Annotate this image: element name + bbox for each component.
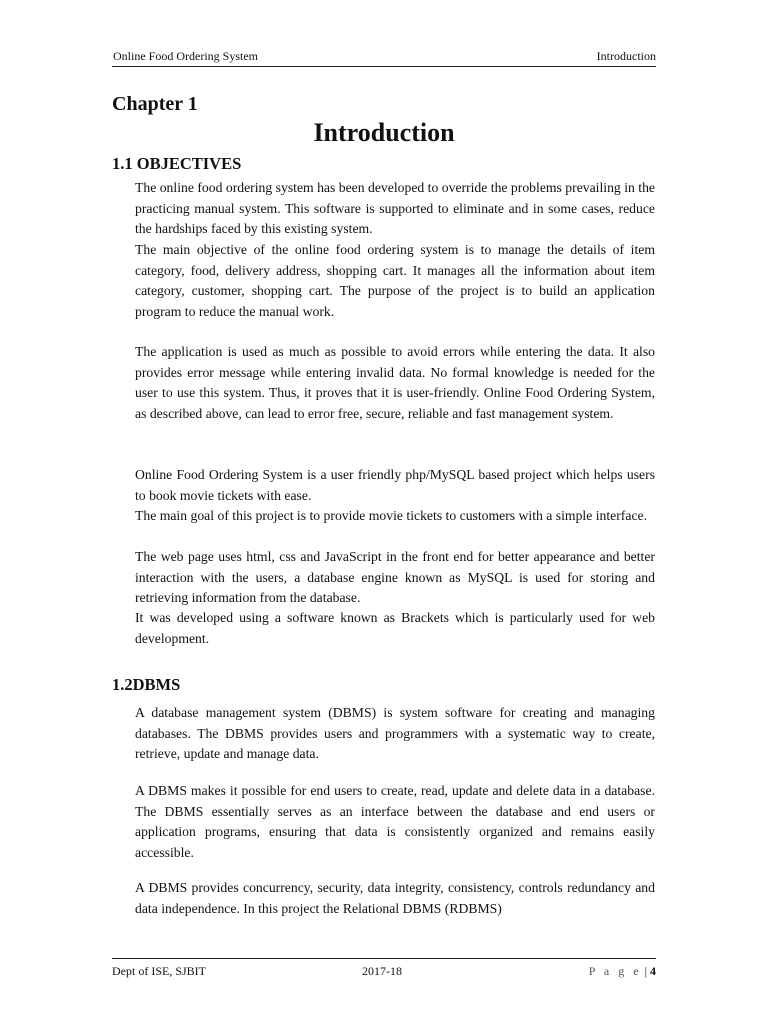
header-document-title: Online Food Ordering System (113, 49, 258, 63)
paragraph: The main objective of the online food ordering system is to manage the details of item category, food, delivery address, shopping cart. It manages all the information about item category, customer, shopping cart. The purpose of the project is to build an application program to reduce the manual work. (135, 242, 655, 319)
page-title: Introduction (313, 118, 455, 147)
header-section-title: Introduction (596, 49, 656, 63)
page-header (112, 46, 656, 67)
footer-page-value: 4 (650, 964, 656, 978)
footer-separator: | (644, 964, 647, 978)
paragraph: The web page uses html, css and JavaScript in the front end for better appearance and better interaction with the users, a database engine known as MySQL is used for storing and retrieving information from the database. (135, 549, 655, 606)
paragraph: A DBMS provides concurrency, security, data integrity, consistency, controls redundancy and data independence. In this project the Relational DBMS (RDBMS) (135, 880, 655, 916)
paragraph: A database management system (DBMS) is system software for creating and managing databases. The DBMS provides users and programmers with a systematic way to create, retrieve, update and manage data. (135, 705, 655, 762)
section-heading-dbms: 1.2DBMS (112, 675, 181, 694)
footer-department: Dept of ISE, SJBIT (112, 964, 206, 978)
paragraph: It was developed using a software known as Brackets which is particularly used for web development. (135, 610, 655, 646)
footer-page-label: P a g e (588, 964, 642, 978)
footer-academic-year: 2017-18 (362, 964, 402, 978)
footer-page-number (589, 964, 656, 979)
paragraph: A DBMS makes it possible for end users to create, read, update and delete data in a database. The DBMS essentially serves as an interface between the database and end users or application programs, ensuring that data is consistently organized and remains easily accessible. (135, 783, 655, 860)
paragraph: The main goal of this project is to provide movie tickets to customers with a simple interface. (135, 508, 648, 523)
page-footer (112, 958, 656, 983)
paragraph: The online food ordering system has been developed to override the problems prevailing in the practicing manual system. This software is supported to eliminate and in some cases, reduce the hardships faced by this existing system. (135, 180, 655, 237)
paragraph: Online Food Ordering System is a user friendly php/MySQL based project which helps users to book movie tickets with ease. (135, 467, 655, 503)
paragraph: The application is used as much as possible to avoid errors while entering the data. It also provides error message while entering invalid data. No formal knowledge is needed for the user to use this system. Thus, it proves that it is user-friendly. Online Food Ordering System, as described above, can lead to error free, secure, reliable and fast management system. (135, 344, 655, 421)
chapter-label: Chapter 1 (112, 93, 198, 115)
section-heading-objectives: 1.1 OBJECTIVES (112, 154, 242, 173)
